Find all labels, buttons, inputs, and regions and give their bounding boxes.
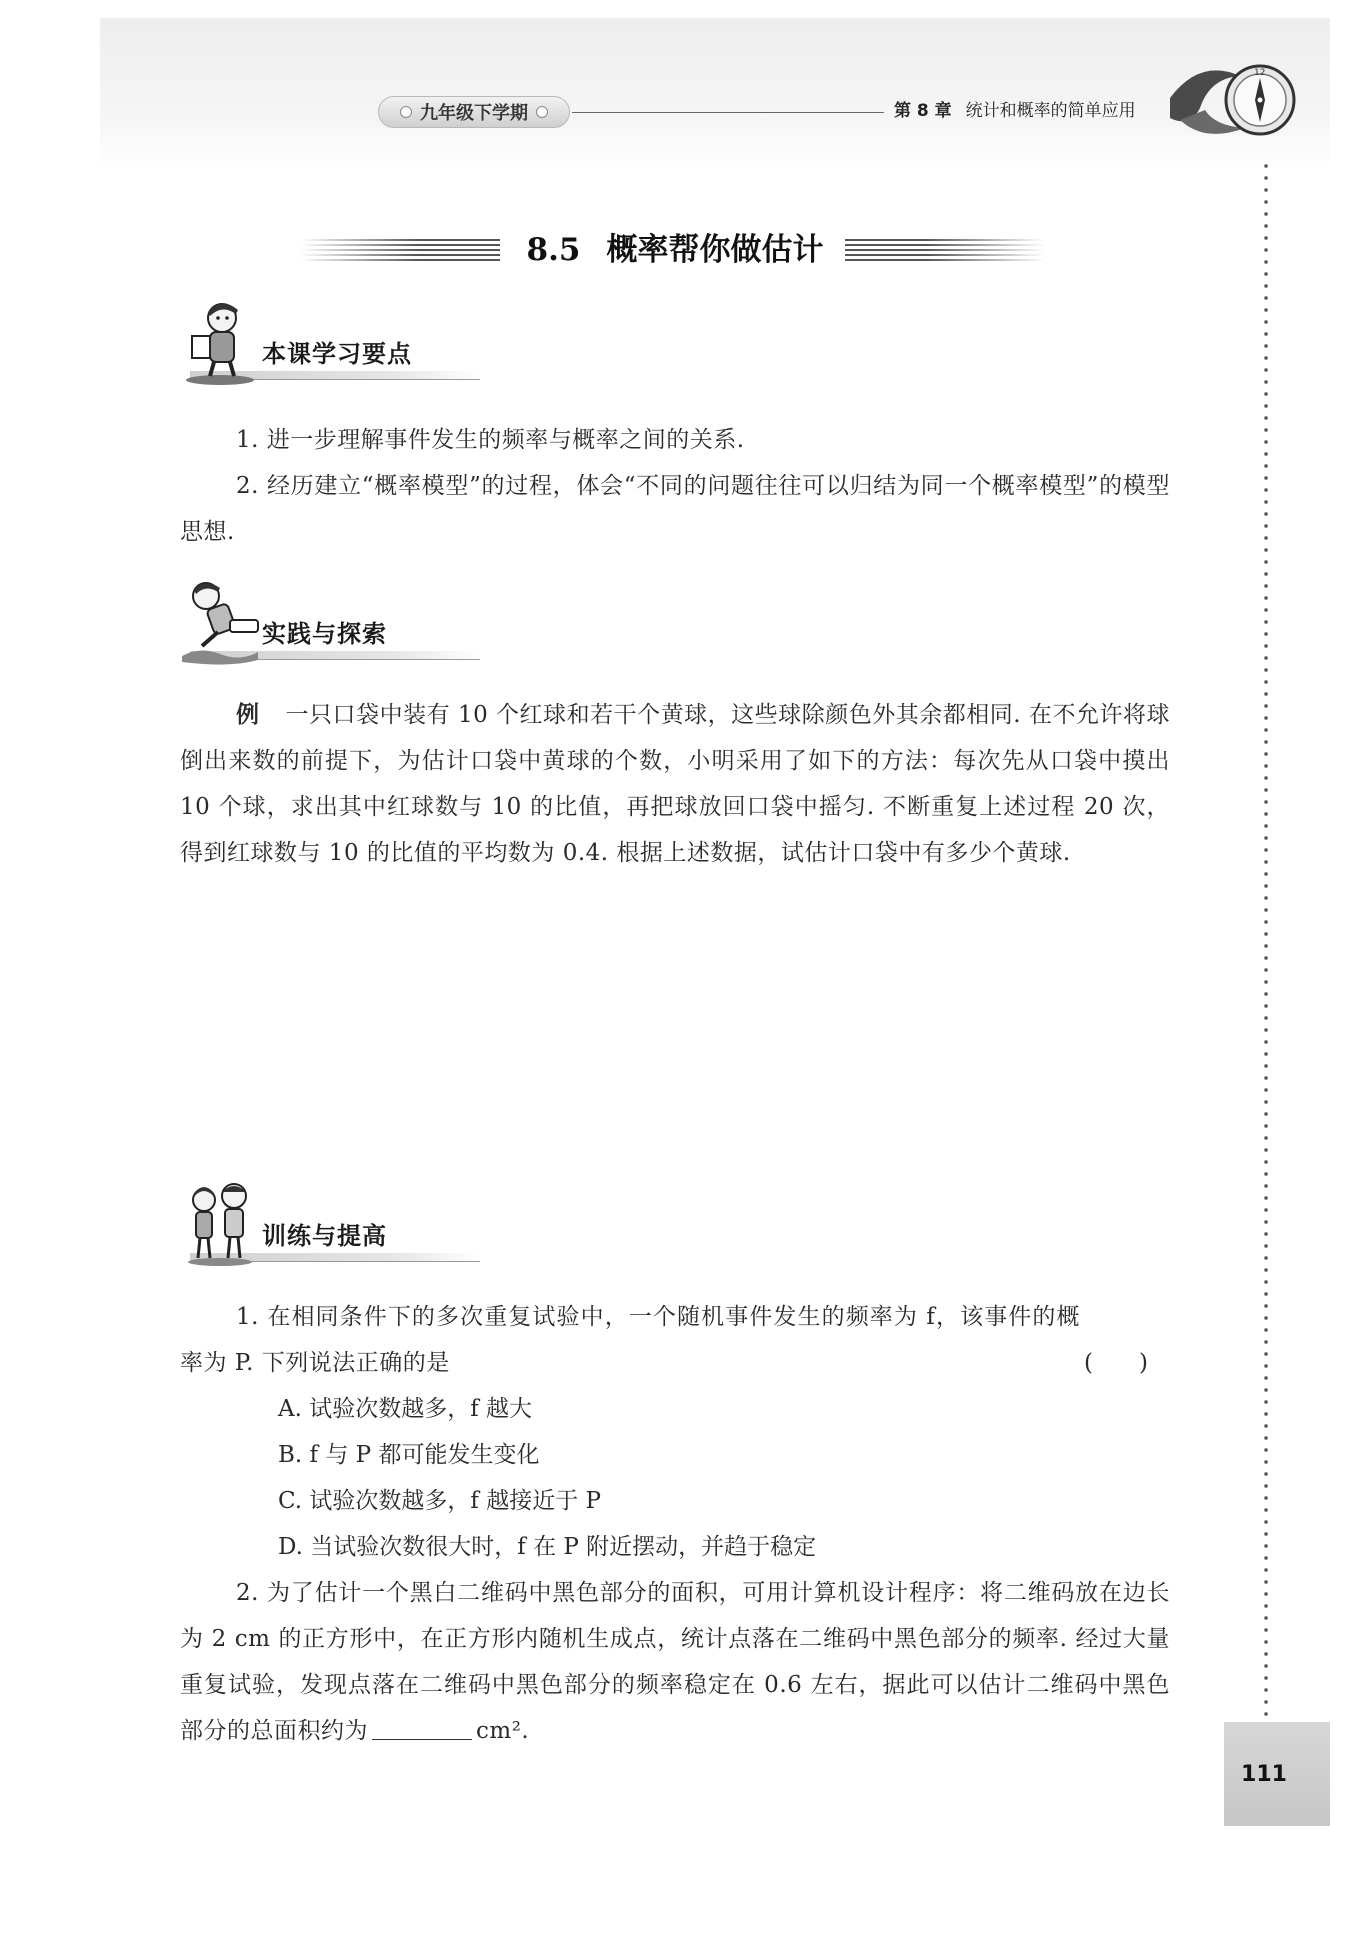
training-label: 训练与提高: [262, 1222, 387, 1250]
key-point-2-text: 2. 经历建立“概率模型”的过程，体会“不同的问题往往可以归结为同一个概率模型”的模型思想.: [180, 473, 1170, 545]
training-heading: [180, 1178, 480, 1268]
grade-label: 九年级下学期: [420, 103, 528, 124]
key-points-heading: [180, 296, 480, 386]
key-point-1-text: 1. 进一步理解事件发生的频率与概率之间的关系.: [236, 427, 745, 453]
practice-label: 实践与探索: [262, 620, 387, 648]
two-kids-mascot-icon: [180, 1178, 260, 1268]
chapter-heading: [894, 97, 1136, 125]
reading-boy-mascot-icon: [180, 296, 260, 386]
question-1-stem: [180, 1294, 1080, 1386]
sliding-boy-mascot-icon: [180, 576, 260, 666]
compass-logo-icon: [1160, 48, 1300, 148]
bullet-dot-icon: [400, 106, 412, 118]
chapter-number: 第 8 章: [894, 101, 952, 121]
question-1-text: 1. 在相同条件下的多次重复试验中，一个随机事件发生的频率为 f，该事件的概率为 P. 下列说法正确的是: [180, 1304, 1080, 1376]
header-band: [100, 18, 1330, 168]
question-1-option-b: B. f 与 P 都可能发生变化: [278, 1442, 540, 1468]
question-2-paragraph: [180, 1570, 1170, 1754]
bullet-dot-icon: [536, 106, 548, 118]
question-1-option-d: D. 当试验次数很大时，f 在 P 附近摆动，并趋于稳定: [278, 1534, 817, 1560]
key-points-label: 本课学习要点: [262, 340, 412, 368]
answer-blank[interactable]: [372, 1713, 472, 1740]
question-1-option-c: C. 试验次数越多，f 越接近于 P: [278, 1488, 602, 1514]
question-2-unit: cm².: [476, 1718, 530, 1744]
question-1-option-a: A. 试验次数越多，f 越大: [278, 1396, 533, 1422]
section-title: [300, 225, 1040, 275]
chapter-title: 统计和概率的简单应用: [965, 101, 1136, 121]
svg-text:12: 12: [1254, 68, 1266, 78]
title-decoration-left: [300, 239, 500, 261]
key-point-1: [180, 417, 1170, 463]
section-title-label: 概率帮你做估计: [606, 232, 824, 268]
grade-badge: [378, 96, 570, 128]
section-title-text: [510, 225, 840, 275]
margin-dotted-line: [1264, 160, 1268, 1730]
question-2-text: 2. 为了估计一个黑白二维码中黑色部分的面积，可用计算机设计程序：将二维码放在边长为 2 cm 的正方形中，在正方形内随机生成点，统计点落在二维码中黑色部分的频率. 经过大量重复试验，发现点落在二维码中黑色部分的频率稳定在 0.6 左右，据此可以估计二维码中黑色部分的总面积约为: [180, 1580, 1170, 1744]
example-label: 例: [236, 701, 260, 728]
answer-parentheses: ( ): [1084, 1350, 1148, 1376]
header-rule: [572, 112, 884, 113]
page-number: 111: [1241, 1762, 1287, 1787]
example-text: 一只口袋中装有 10 个红球和若干个黄球，这些球除颜色外其余都相同. 在不允许将球倒出来数的前提下，为估计口袋中黄球的个数，小明采用了如下的方法：每次先从口袋中摸出 10 个球，求出其中红球数与 10 的比值，再把球放回口袋中摇匀. 不断重复上述过程 20 次，得到红球数与 10 的比值的平均数为 0.4. 根据上述数据，试估计口袋中有多少个黄球.: [180, 702, 1171, 866]
key-point-2: [180, 463, 1170, 555]
title-decoration-right: [845, 239, 1045, 261]
example-paragraph: [180, 692, 1170, 876]
section-number: 8.5: [526, 232, 581, 268]
practice-heading: [180, 576, 480, 666]
